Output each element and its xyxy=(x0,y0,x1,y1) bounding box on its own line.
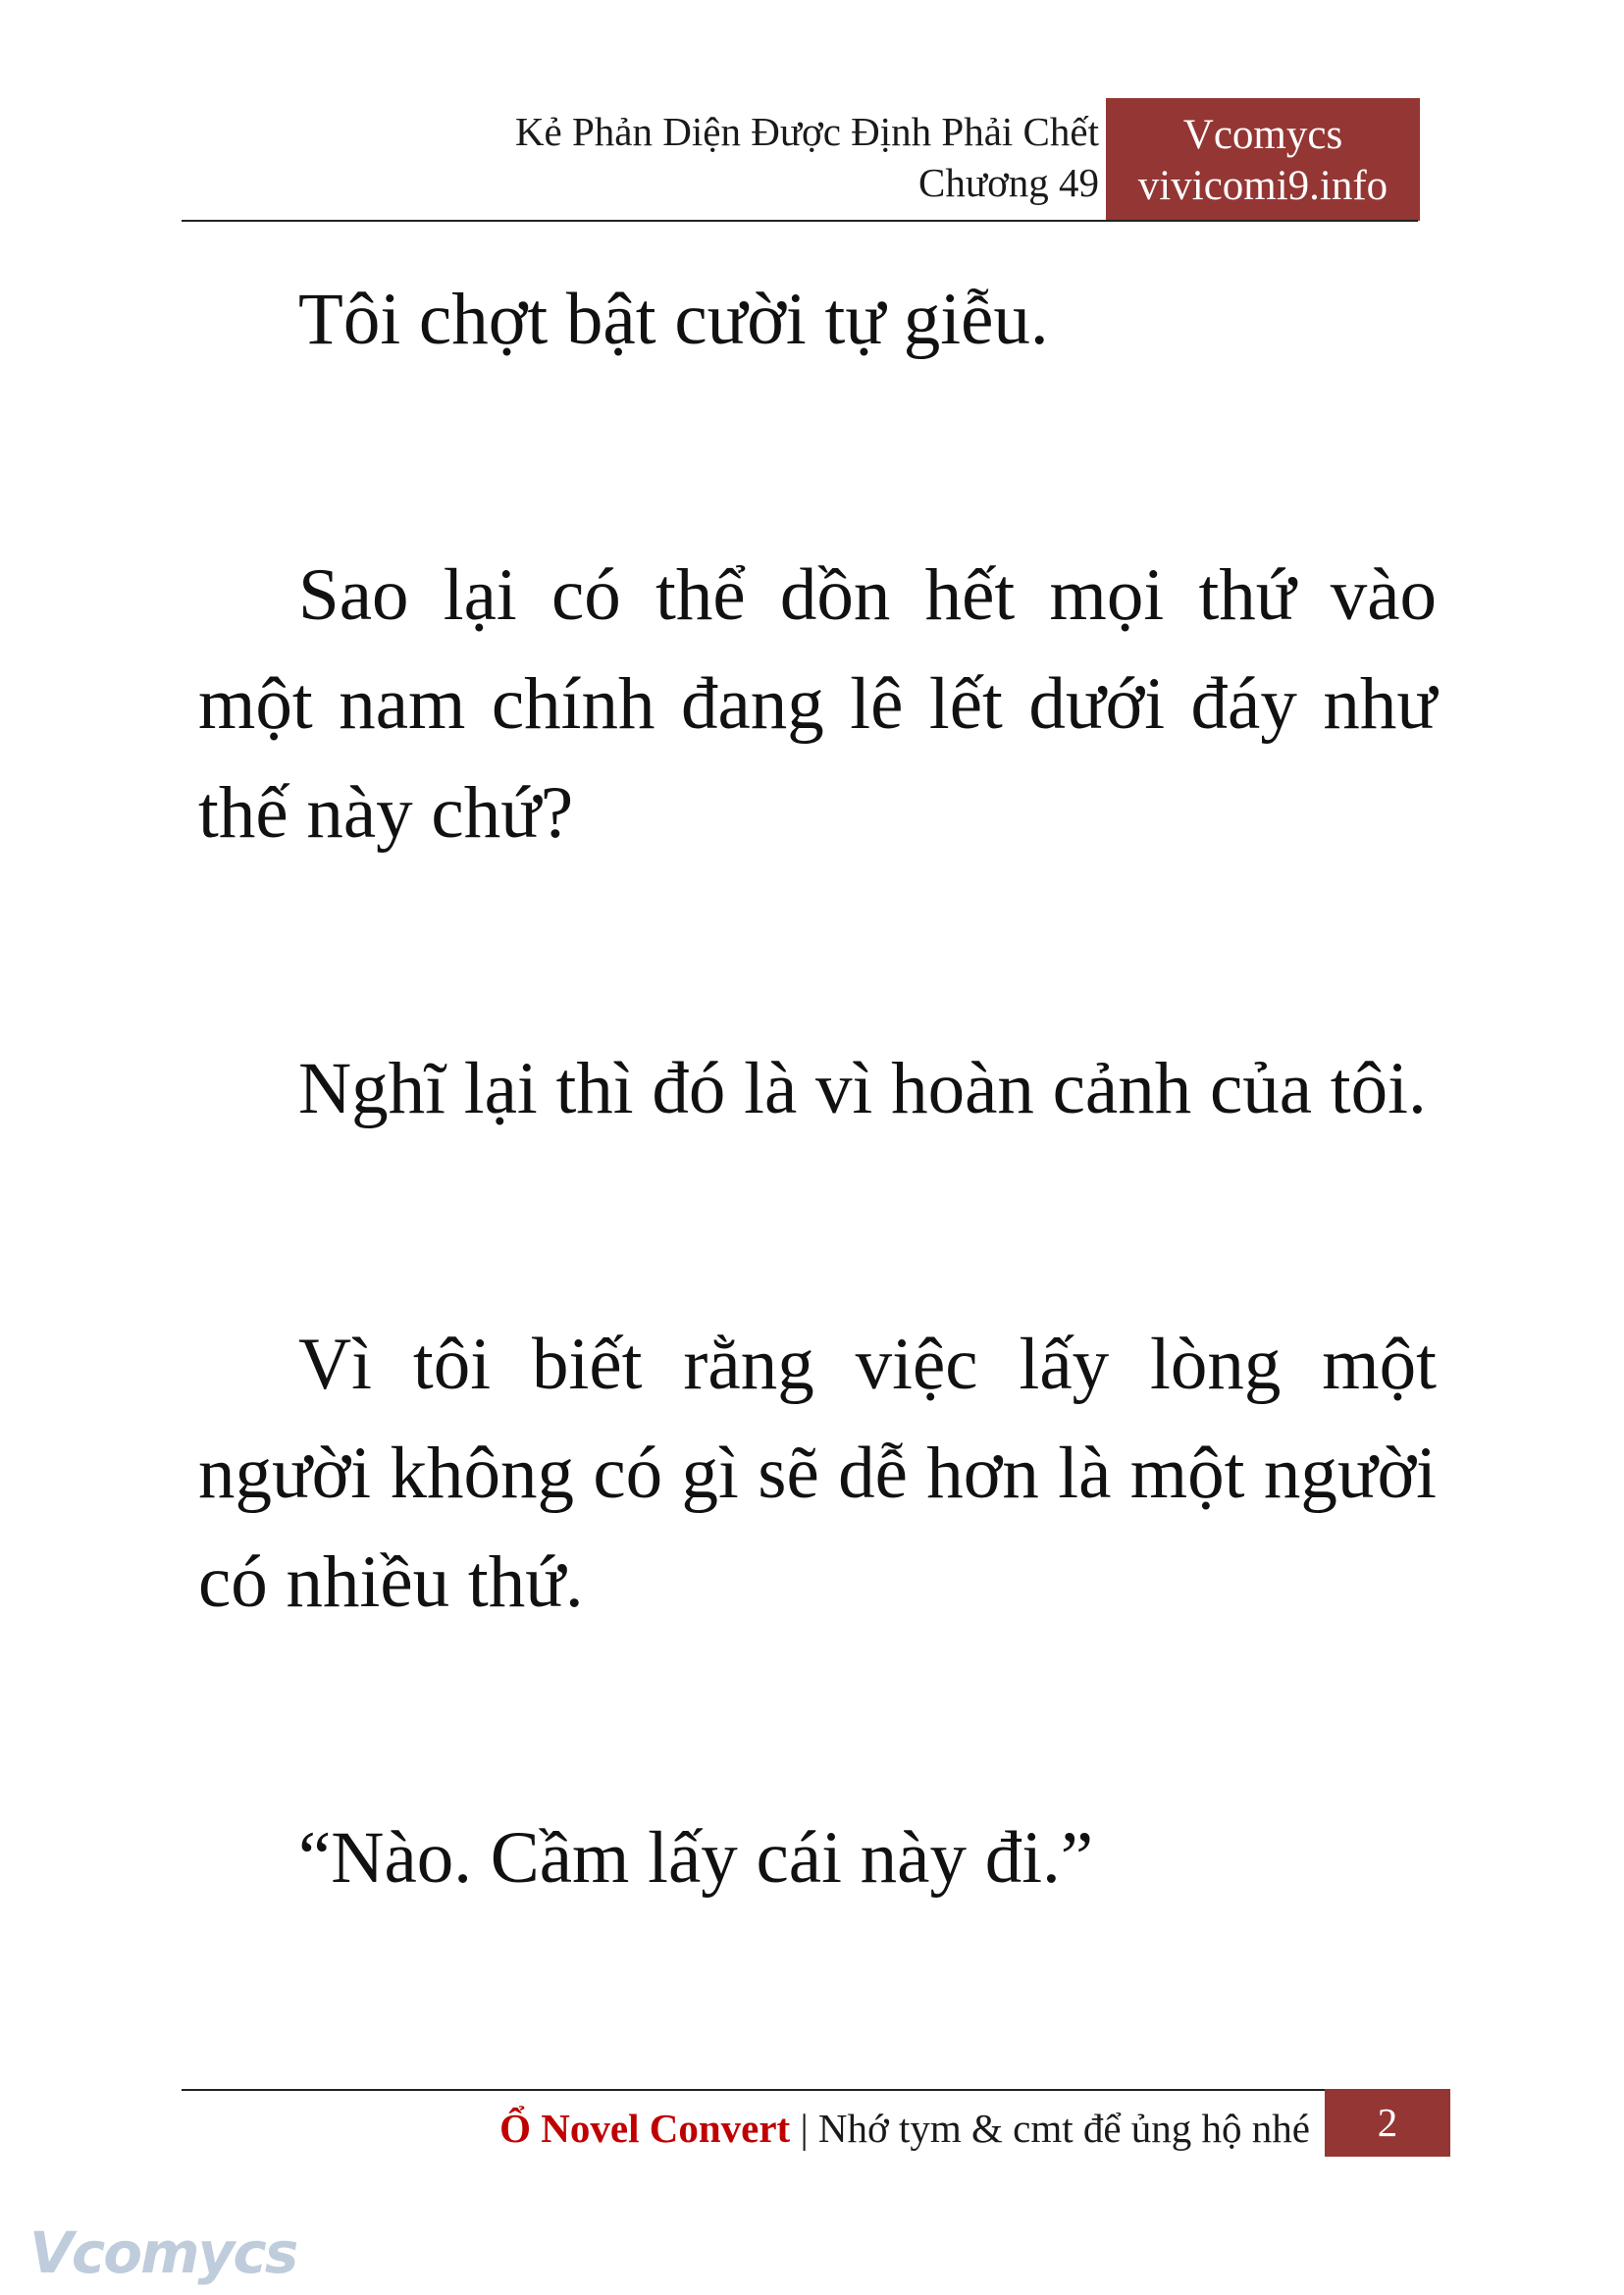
watermark-logo: Vcomycs xyxy=(29,2219,297,2286)
paragraph: Tôi chợt bật cười tự giễu. xyxy=(298,279,1049,360)
paragraph: Vì tôi biết rằng việc lấy lòng một người không có gì sẽ dễ hơn là một người có nhiều thứ. xyxy=(198,1324,1437,1623)
book-title: Kẻ Phản Diện Được Định Phải Chết xyxy=(514,109,1099,154)
site-badge xyxy=(1106,98,1420,221)
footer-separator: | xyxy=(790,2106,818,2151)
chapter-label: Chương 49 xyxy=(918,160,1099,205)
site-badge-url: vivicomi9.info xyxy=(1137,163,1388,209)
header-divider xyxy=(182,220,1418,222)
running-header xyxy=(515,106,1099,208)
footer-message: Nhớ tym & cmt để ủng hộ nhé xyxy=(817,2106,1310,2151)
footer-brand: Ổ Novel Convert xyxy=(499,2106,791,2151)
paragraph: Nghĩ lại thì đó là vì hoàn cảnh của tôi. xyxy=(298,1048,1427,1129)
footer-note xyxy=(499,2099,1310,2158)
paragraph: Sao lại có thể dồn hết mọi thứ vào một nam chính đang lê lết dưới đáy như thế này chứ? xyxy=(198,554,1437,854)
paragraph: “Nào. Cầm lấy cái này đi.” xyxy=(298,1817,1094,1899)
footer-divider xyxy=(182,2089,1325,2091)
page-content xyxy=(198,265,1437,1912)
page-number: 2 xyxy=(1325,2089,1450,2157)
site-badge-name: Vcomycs xyxy=(1182,112,1343,158)
